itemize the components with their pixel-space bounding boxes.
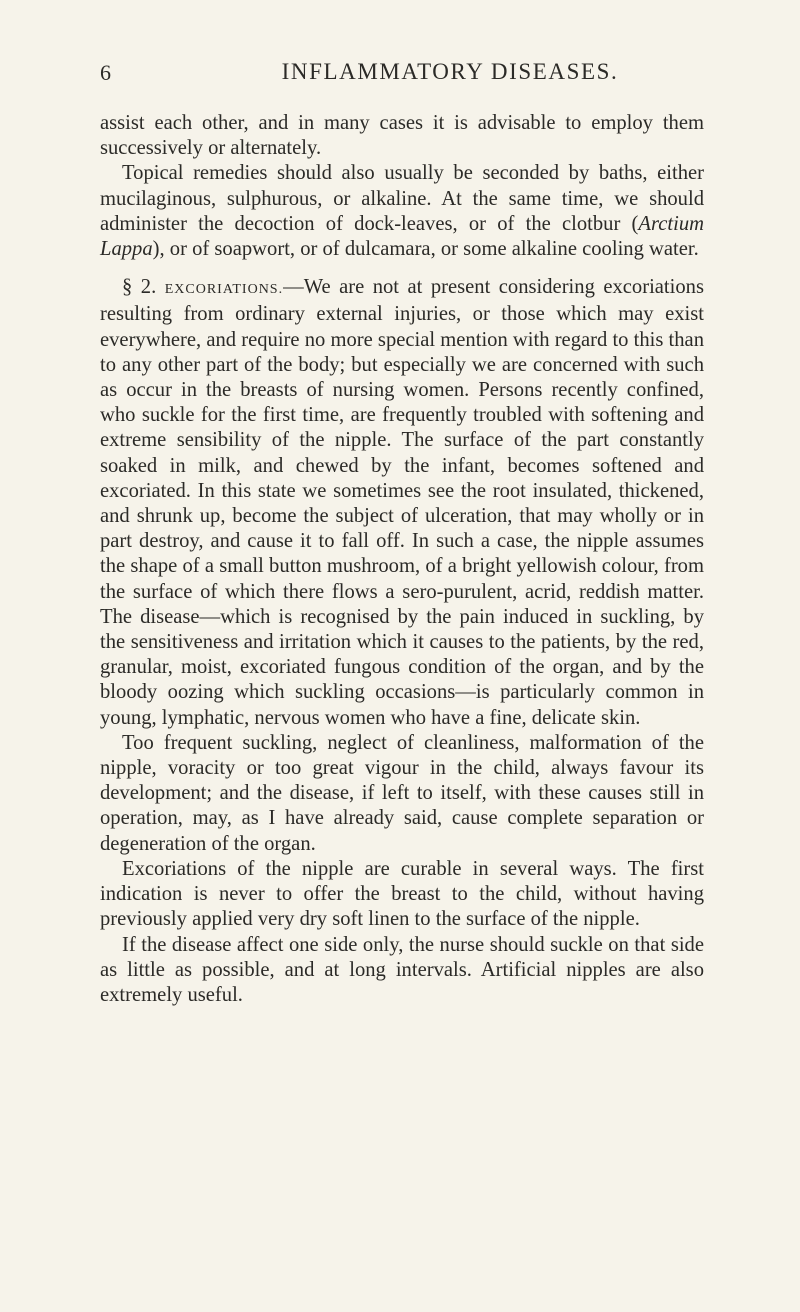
body-text bbox=[100, 111, 704, 1008]
paragraph-text: Topical remedies should also usually be seconded by baths, either mucilaginous, sulphurous, or alkaline. At the same time, we should administer the decoction of dock-leaves, or of the clotbur ( bbox=[100, 162, 704, 235]
paragraph-text: ), or of soapwort, or of dulcamara, or some alkaline cooling water. bbox=[152, 238, 699, 261]
paragraph-excoriations bbox=[100, 275, 704, 731]
section-heading: EXCORIATIONS. bbox=[164, 282, 284, 298]
paragraph-continuation: assist each other, and in many cases it is advisable to employ them successively or alternately. bbox=[100, 112, 704, 160]
paragraph-treatment: Excoriations of the nipple are curable in several ways. The first indication is never to offer the breast to the child, without having previously applied very dry soft linen to the surface of the nipple. bbox=[100, 857, 704, 931]
paragraph-text: —We are not at present considering excoriations resulting from ordinary external injuries, or those which may exist everywhere, and require no more special mention with regard to this than to any other part of the body; but especially we are concerned with such as occur in the breasts of nursing women. Persons recently confined, who suckle for the first time, are frequently troubled with softening and extreme sensibility of the nipple. The surface of the part constantly soaked in milk, and chewed by the infant, becomes softened and excoriated. In this state we sometimes see the root insulated, thickened, and shrunk up, become the subject of ulceration, that may wholly or in part destroy, and cause it to fall off. In such a case, the nipple assumes the shape of a small button mushroom, of a bright yellowish colour, from the surface of which there flows a sero-purulent, acrid, reddish matter. The disease—which is recognised by the pain induced in suckling, by the sensitiveness and irritation which it causes to the patients, by the red, granular, moist, excoriated fungous condition of the organ, and by the bloody oozing which suckling occasions—is particularly common in young, lymphatic, nervous women who have a fine, delicate skin. bbox=[100, 276, 704, 729]
paragraph-one-side: If the disease affect one side only, the nurse should suckle on that side as little as possible, and at long intervals. Artificial nipples are also extremely useful. bbox=[100, 933, 704, 1006]
section-number: § 2. bbox=[122, 276, 157, 299]
paragraph-topical-remedies bbox=[100, 161, 704, 262]
page-number: 6 bbox=[100, 60, 112, 85]
paragraph-causes: Too frequent suckling, neglect of cleanliness, malformation of the nipple, voracity or too great vigour in the child, always favour its development; and the disease, if left to itself, with these causes still in operation, may, as I have already said, cause complete separation or degeneration of the organ. bbox=[100, 731, 704, 855]
running-head bbox=[100, 50, 700, 90]
latin-name: Arctium Lappa bbox=[100, 212, 704, 261]
running-title: INFLAMMATORY DISEASES. bbox=[281, 59, 619, 84]
